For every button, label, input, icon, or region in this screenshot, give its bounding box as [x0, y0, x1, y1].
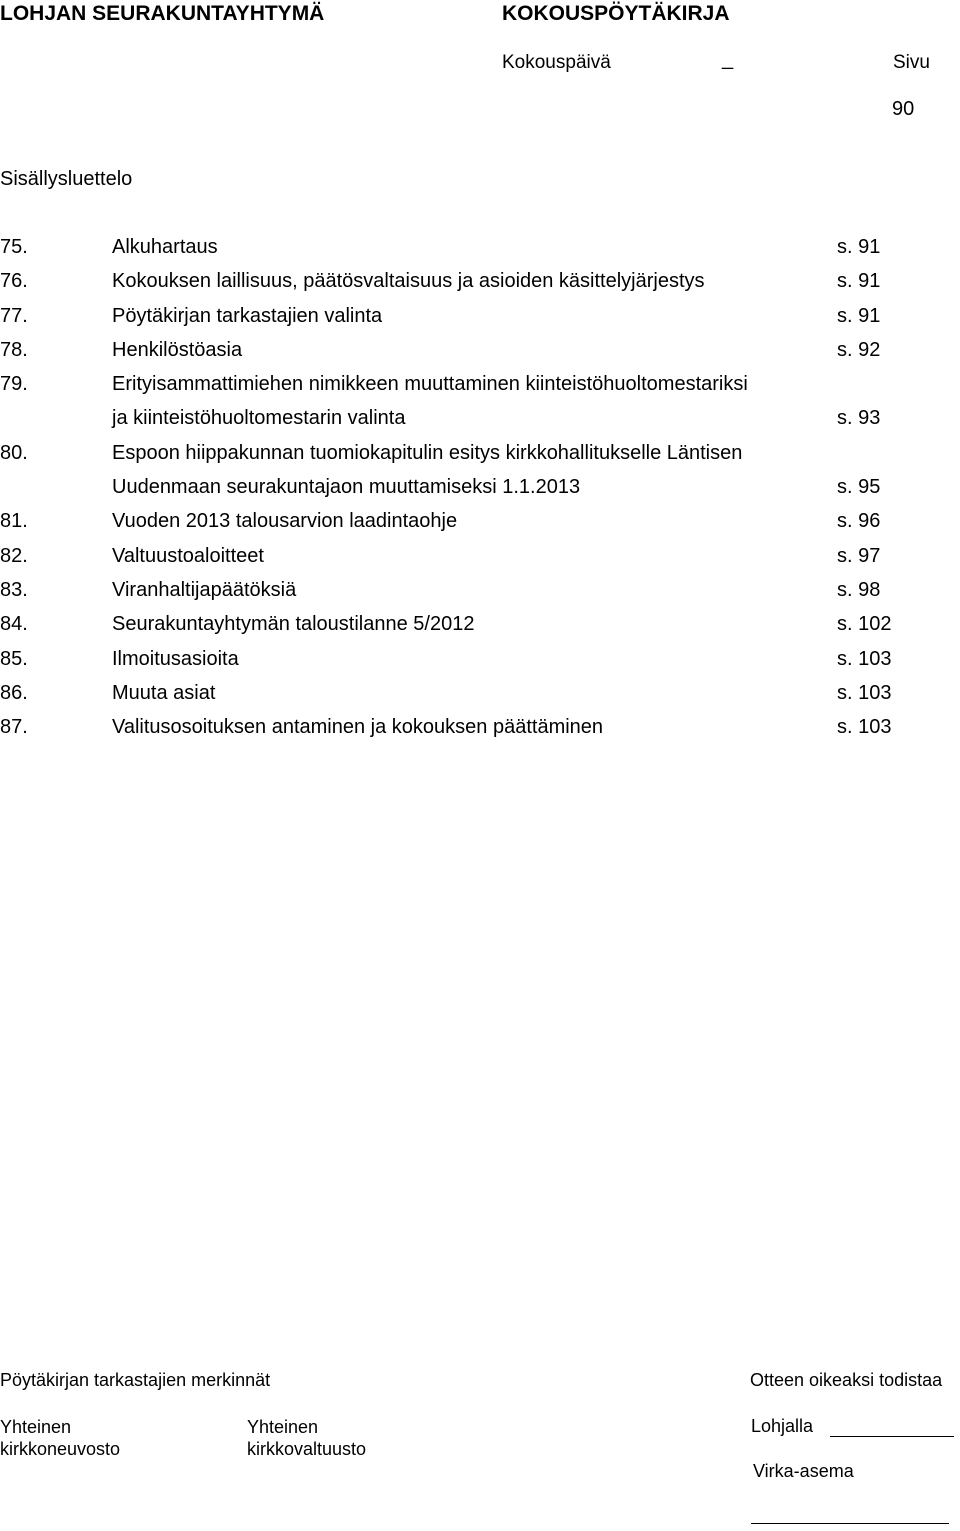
certification-title: Otteen oikeaksi todistaa [750, 1370, 943, 1390]
toc-item [0, 299, 960, 333]
toc-item [0, 607, 960, 641]
toc-item [0, 573, 960, 607]
toc-item [0, 230, 960, 264]
toc-item-number: 77. [0, 304, 28, 327]
toc-item-title [112, 299, 832, 333]
toc-item [0, 367, 960, 436]
toc-item [0, 333, 960, 367]
church-assembly-signature-label [247, 1416, 366, 1460]
toc-item [0, 264, 960, 298]
position-signature-line [751, 1523, 949, 1524]
position-label: Virka-asema [753, 1461, 854, 1481]
church-assembly-line-2: kirkkovaltuusto [247, 1439, 367, 1459]
toc-item-title-line: Pöytäkirjan tarkastajien valinta [112, 304, 383, 327]
toc-item-title-line: Seurakuntayhtymän taloustilanne 5/2012 [112, 613, 475, 636]
inspectors-notes-title: Pöytäkirjan tarkastajien merkinnät [0, 1370, 271, 1390]
toc-item-page: s. 97 [837, 544, 881, 567]
toc-item [0, 436, 960, 505]
toc-item-number: 87. [0, 716, 28, 739]
toc-item-page: s. 91 [837, 270, 881, 293]
toc-item-page: s. 103 [837, 647, 892, 670]
toc-item-page: s. 103 [837, 681, 892, 704]
toc-item-page: s. 102 [837, 613, 892, 636]
page-number: 90 [892, 98, 915, 120]
toc-item-title [112, 436, 832, 505]
toc-item-title-line: Muuta asiat [112, 681, 216, 704]
page-label: Sivu [893, 52, 930, 73]
meeting-date-label: Kokouspäivä [502, 52, 611, 73]
toc-item-number: 75. [0, 236, 28, 258]
toc-item-title-line: Valitusosoituksen antaminen ja kokouksen päättäminen [112, 716, 604, 739]
toc-item-number: 82. [0, 544, 28, 567]
toc-item [0, 539, 960, 573]
toc-item-number: 76. [0, 270, 28, 293]
toc-item-title-line: Espoon hiippakunnan tuomiokapitulin esitys kirkkohallitukselle Läntisen [112, 441, 743, 464]
toc-item-number: 86. [0, 681, 28, 704]
toc-item-title [112, 504, 832, 538]
toc-item-title-line: ja kiinteistöhuoltomestarin valinta [112, 407, 406, 430]
table-of-contents [0, 230, 960, 744]
toc-item-page: s. 91 [837, 304, 881, 327]
toc-item-number: 79. [0, 373, 28, 396]
toc-item-title-line: Uudenmaan seurakuntajaon muuttamiseksi 1.1.2013 [112, 476, 581, 499]
toc-item-title-line: Vuoden 2013 talousarvion laadintaohje [112, 510, 458, 533]
toc-item-title-line: Erityisammattimiehen nimikkeen muuttaminen kiinteistöhuoltomestariksi [112, 373, 748, 396]
document-type: KOKOUSPÖYTÄKIRJA [502, 2, 730, 25]
toc-item-page: s. 91 [837, 236, 881, 258]
church-council-signature-label [0, 1416, 120, 1460]
toc-item-title [112, 539, 832, 573]
meeting-date-marker: _ [722, 48, 734, 70]
toc-item-title [112, 367, 832, 436]
place-label: Lohjalla [751, 1416, 814, 1436]
toc-item [0, 710, 960, 744]
toc-item-title-line: Valtuustoaloitteet [112, 544, 264, 567]
toc-item-page: s. 95 [837, 476, 881, 499]
toc-item-number: 84. [0, 613, 28, 636]
toc-item-title [112, 264, 832, 298]
toc-item-page: s. 92 [837, 338, 881, 361]
toc-item-title [112, 642, 832, 676]
toc-item-page: s. 103 [837, 716, 892, 739]
toc-item-page: s. 98 [837, 578, 881, 601]
toc-item-title-line: Kokouksen laillisuus, päätösvaltaisuus ja asioiden käsittelyjärjestys [112, 270, 705, 293]
toc-item-title [112, 607, 832, 641]
toc-item-title [112, 710, 832, 744]
toc-heading: Sisällysluettelo [0, 168, 133, 190]
organization-name: LOHJAN SEURAKUNTAYHTYMÄ [0, 2, 325, 25]
toc-item-page: s. 93 [837, 407, 881, 430]
toc-item-number: 78. [0, 338, 28, 361]
church-assembly-line-1: Yhteinen [247, 1417, 319, 1437]
date-signature-line [830, 1436, 954, 1437]
toc-item-title-line: Alkuhartaus [112, 236, 218, 258]
church-council-line-1: Yhteinen [0, 1417, 72, 1437]
toc-item [0, 642, 960, 676]
toc-item-title-line: Viranhaltijapäätöksiä [112, 578, 297, 601]
toc-item-title-line: Henkilöstöasia [112, 338, 243, 361]
toc-item-title [112, 230, 832, 264]
toc-item [0, 504, 960, 538]
toc-item-title [112, 333, 832, 367]
toc-item-number: 83. [0, 578, 28, 601]
toc-item [0, 676, 960, 710]
toc-item-title [112, 573, 832, 607]
toc-item-title [112, 676, 832, 710]
church-council-line-2: kirkkoneuvosto [0, 1439, 121, 1459]
toc-item-number: 85. [0, 647, 28, 670]
toc-item-page: s. 96 [837, 510, 881, 533]
toc-item-number: 81. [0, 510, 28, 533]
toc-item-number: 80. [0, 441, 28, 464]
toc-item-title-line: Ilmoitusasioita [112, 647, 239, 670]
